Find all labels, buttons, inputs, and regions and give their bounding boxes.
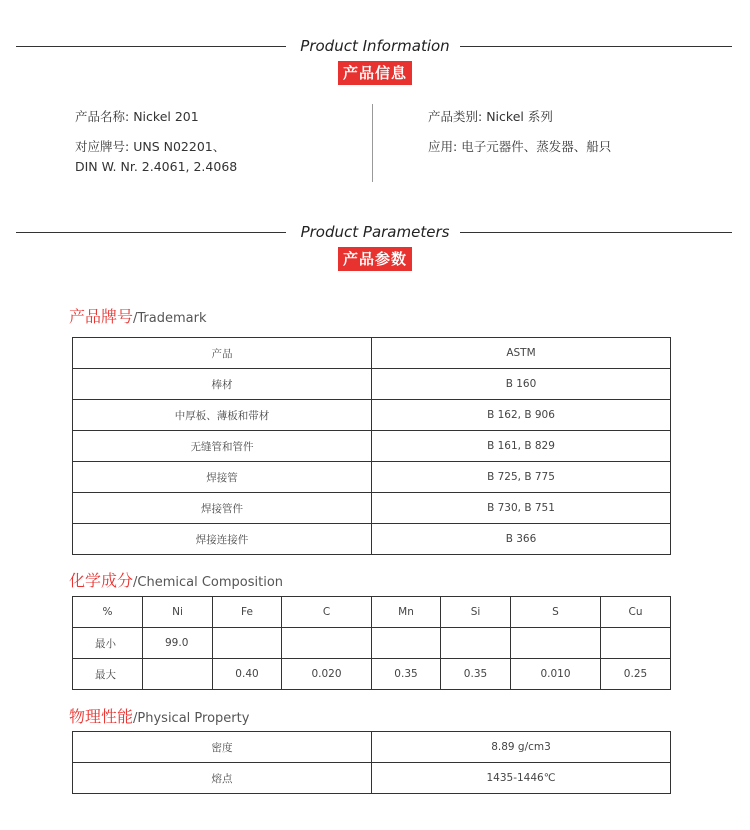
product-grade: 对应牌号: UNS N02201、 DIN W. Nr. 2.4061, 2.4068 [75, 139, 238, 174]
product-application: 应用: 电子元器件、蒸发器、船只 [428, 139, 612, 154]
table-row: 密度 8.89 g/cm3 [73, 732, 671, 763]
table-row: 中厚板、薄板和带材 B 162, B 906 [73, 400, 671, 431]
section-title-en: Product Information [297, 37, 452, 55]
trademark-table [72, 337, 671, 555]
product-category: 产品类别: Nickel 系列 [428, 109, 553, 124]
product-parameters-header [0, 219, 750, 279]
table-row: 无缝管和管件 B 161, B 829 [73, 431, 671, 462]
physical-table [72, 731, 671, 794]
info-divider [372, 104, 373, 182]
section-title-en: Product Parameters [298, 223, 453, 241]
product-name: 产品名称: Nickel 201 [75, 109, 199, 124]
table-header-row: % Ni Fe C Mn Si S Cu [73, 597, 671, 628]
table-row: 熔点 1435-1446℃ [73, 763, 671, 794]
trademark-heading: 产品牌号/Trademark [69, 307, 207, 326]
section-title-cn: 产品参数 [338, 247, 412, 271]
table-row: 棒材 B 160 [73, 369, 671, 400]
table-row: 焊接管 B 725, B 775 [73, 462, 671, 493]
table-header-row: 产品 ASTM [73, 338, 671, 369]
table-row: 焊接连接件 B 366 [73, 524, 671, 555]
chemical-table [72, 596, 671, 690]
table-row: 最小 99.0 [73, 628, 671, 659]
product-information-header [0, 33, 750, 93]
table-row: 最大 0.40 0.020 0.35 0.35 0.010 0.25 [73, 659, 671, 690]
physical-heading: 物理性能/Physical Property [69, 707, 250, 726]
table-row: 焊接管件 B 730, B 751 [73, 493, 671, 524]
chemical-heading: 化学成分/Chemical Composition [69, 571, 284, 590]
section-title-cn: 产品信息 [338, 61, 412, 85]
